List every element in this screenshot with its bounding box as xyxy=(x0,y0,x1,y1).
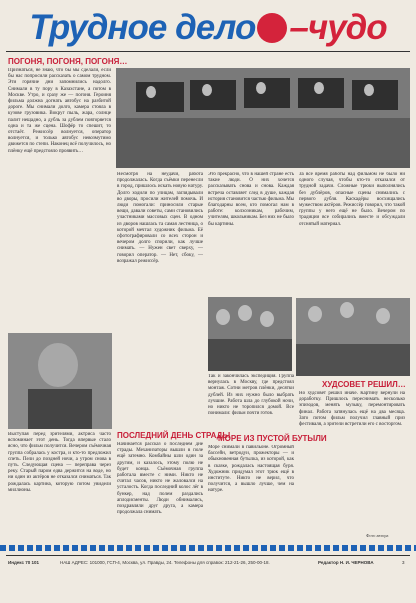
actress-photo xyxy=(8,333,112,429)
photo-caption: Фото автора xyxy=(366,533,389,538)
footer-stripe xyxy=(0,545,416,551)
heading-posledniy: ПОСЛЕДНИЙ ДЕНЬ СТРАДЫ xyxy=(117,431,231,440)
more-text: Море снимали в павильоне. Огромный бассейн, ветродуи, прожекторы — и обыкновенная бутылка, из которой, как в сказке, рождалась настоящая буря. Художник придумал этот трюк ещё в институте. Никто не верил, что получится, а вышло лучше, чем на натуре. xyxy=(208,445,294,494)
footer-editor: Редактор Н. И. ЧЕРНОВА xyxy=(318,560,374,565)
crowd-photo xyxy=(208,297,292,371)
column4-text-b: Но худсовет решил иначе. Картину вернули на доработку. Пришлось переснимать несколько эпизодов, менять музыку, перемонтировать финал. Работа затянулась ещё на два месяца. Зато потом фильм получил главный приз фестиваля, а зрители встретили его с восторгом. xyxy=(299,391,405,428)
column2-text-b: Начинается рассказ о последнем дне страды. Механизаторы вышли в поле ещё затемно. Комбайны шли один за другим, и казалось, этому полю не будет конца. Съёмочная группа работала вместе с ними. Никто не считал часов, никто не жаловался на усталость. Когда последний колос лёг в бункер, над полем раздались аплодисменты. Люди обнимались, поздравляли друг друга, а камера продолжала снимать. xyxy=(117,442,203,516)
heading-more: МОРЕ ИЗ ПУСТОЙ БУТЫЛИ xyxy=(218,434,327,443)
column3-text-a: Это прекрасно, что в нашей стране есть такие люди. О них хочется рассказывать снова и снова. Каждая встреча оставляет след в душе, каждая история становится частью фильма. Мы благодарны всем, кто помогал нам в работе: колхозникам, рабочим, учителям, школьникам. Без них не было бы картины. xyxy=(208,172,294,227)
footer-index: Индекс 70 101 xyxy=(8,560,40,565)
page-title xyxy=(0,8,416,48)
title-part1: Трудное дело xyxy=(29,8,256,47)
heading-pogonya: ПОГОНЯ, ПОГОНЯ, ПОГОНЯ… xyxy=(8,57,128,66)
footer-address: НАШ АДРЕС: 101000, ГСП-4, Москва, ул. Правды, 24. Телефоны для справок: 212-21-26, 250-00-18. xyxy=(60,560,270,565)
column3-text-b: Так и закончилась экспедиция. Группа вернулась в Москву, где предстоял монтаж. Сотни метров плёнки, десятки дублей. Из них нужно было выбрать лучшие. Работа шла до глубокой ночи, но никто не торопился домой. Все понимали: фильм почти готов. xyxy=(208,374,294,417)
page-number: 3 xyxy=(402,560,405,565)
column1-text-a: Признаться, не знаю, что бы мы сделали, если бы нас попросили рассказать о самом трудном. Эти горячие дни запомнились надолго. Снимали в ту пору в Казахстане, а потом в Москве. Утро, и сразу же — погоня. Героиня фильма должна догнать автобус на разбитой дороге. Мы снимали долго, камера стояла в кузове грузовика. Вокруг пыль, жара, солнце палит нещадно, а дубль за дублем повторяется одна и та же сцена. Шофёр то спешит, то отстаёт. Режиссёр волнуется, оператор волнуется, и только автобус невозмутимо движется по степи. Наконец всё получилось, но плёнку ещё предстояло проявить… xyxy=(8,68,111,154)
column2-text-a: Несмотря на неудачи, работа продолжалась. Когда съёмки перенесли в город, пришлось искать новую натуру. Долго ходили по улицам, заглядывали во дворы, просили жителей помочь. И люди помогали: приносили старые вещи, давали советы, сами становились участниками массовых сцен. В одном из дворов нашлась та самая лестница, о которой мечтал художник фильма. Её сфотографировали со всех сторон и вечером долго спорили, как лучше снимать. — Нужен свет сверху, — говорил оператор. — Нет, сбоку, — возражал режиссёр. xyxy=(117,172,203,264)
red-emblem-icon xyxy=(257,13,287,43)
bus-photo xyxy=(116,68,410,168)
title-part2: –чудо xyxy=(289,8,387,47)
column1-text-b: Выступая перед зрителями, актриса часто вспоминает этот день. Тогда впервые стало ясно, что фильм получится. Вечером съёмочная группа собралась у костра, и кто-то предложил спеть. Пели до поздней ночи, а утром снова в путь. Следующая сцена — переправа через реку. Старый паром едва держится на воде, но ни один из актёров не отказался сниматься. Так рождалась картина, которую потом увидели миллионы. xyxy=(8,432,111,493)
column4-text-a: За всё время работы над фильмом не было ни одного случая, чтобы кто-то отказался от трудной задачи. Сложные трюки выполнялись без дублёров, опасные сцены снимались с первого дубля. Каскадёры восхищались мужеством актёров. Режиссёр говорил, что такой группы у него ещё не было. Вечером по традиции все собирались вместе и обсуждали отснятый материал. xyxy=(299,172,405,227)
footer-divider xyxy=(6,555,410,556)
header-divider xyxy=(6,51,410,52)
heading-hudsovet: ХУДСОВЕТ РЕШИЛ… xyxy=(322,380,406,389)
dance-photo xyxy=(296,298,410,376)
